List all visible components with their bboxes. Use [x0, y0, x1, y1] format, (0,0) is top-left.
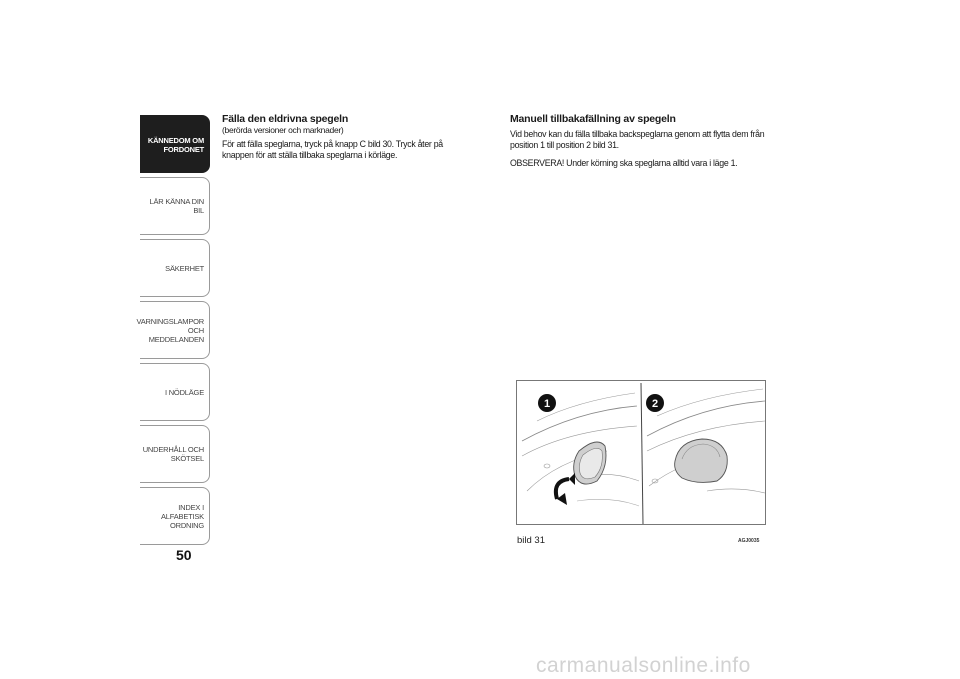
tab-kannedom-om-fordonet[interactable]: KÄNNEDOM OM FORDONET [140, 115, 210, 173]
figure-mirror-positions [516, 380, 766, 525]
paragraph-observera: OBSERVERA! Under körning ska speglarna alltid vara i läge 1. [510, 158, 738, 168]
section-heading-electric-mirror: Fälla den eldrivna spegeln [222, 113, 349, 125]
figure-caption: bild 31 [517, 535, 545, 546]
tab-underhall-och-skotsel[interactable]: UNDERHÅLL OCH SKÖTSEL [140, 425, 210, 483]
tab-index[interactable]: INDEX I ALFABETISK ORDNING [140, 487, 210, 545]
section-subheading: (berörda versioner och marknader) [222, 125, 344, 135]
tab-varningslampor[interactable]: VARNINGSLAMPOR OCH MEDDELANDEN [140, 301, 210, 359]
paragraph-fold-mirrors: För att fälla speglarna, tryck på knapp C bild 30. Tryck åter på knappen för att ställa tillbaka speglarna i körläge. [222, 139, 443, 160]
watermark: carmanualsonline.info [536, 654, 751, 677]
right-column [510, 113, 775, 177]
page-number: 50 [176, 547, 192, 563]
tab-lar-kanna-din-bil[interactable]: LÄR KÄNNA DIN BIL [140, 177, 210, 235]
tab-sakerhet[interactable]: SÄKERHET [140, 239, 210, 297]
mirror-illustration [517, 381, 766, 525]
figure-code: AGJ0035 [738, 538, 760, 544]
left-column [222, 113, 472, 168]
tab-i-nodlage[interactable]: I NÖDLÄGE [140, 363, 210, 421]
paragraph-manual-fold: Vid behov kan du fälla tillbaka backspeglarna genom att flytta dem från position 1 till position 2 bild 31. [510, 129, 765, 150]
position-marker-1: 1 [543, 398, 551, 410]
position-marker-2: 2 [651, 398, 659, 410]
section-heading-manual-fold: Manuell tillbakafällning av spegeln [510, 113, 676, 125]
